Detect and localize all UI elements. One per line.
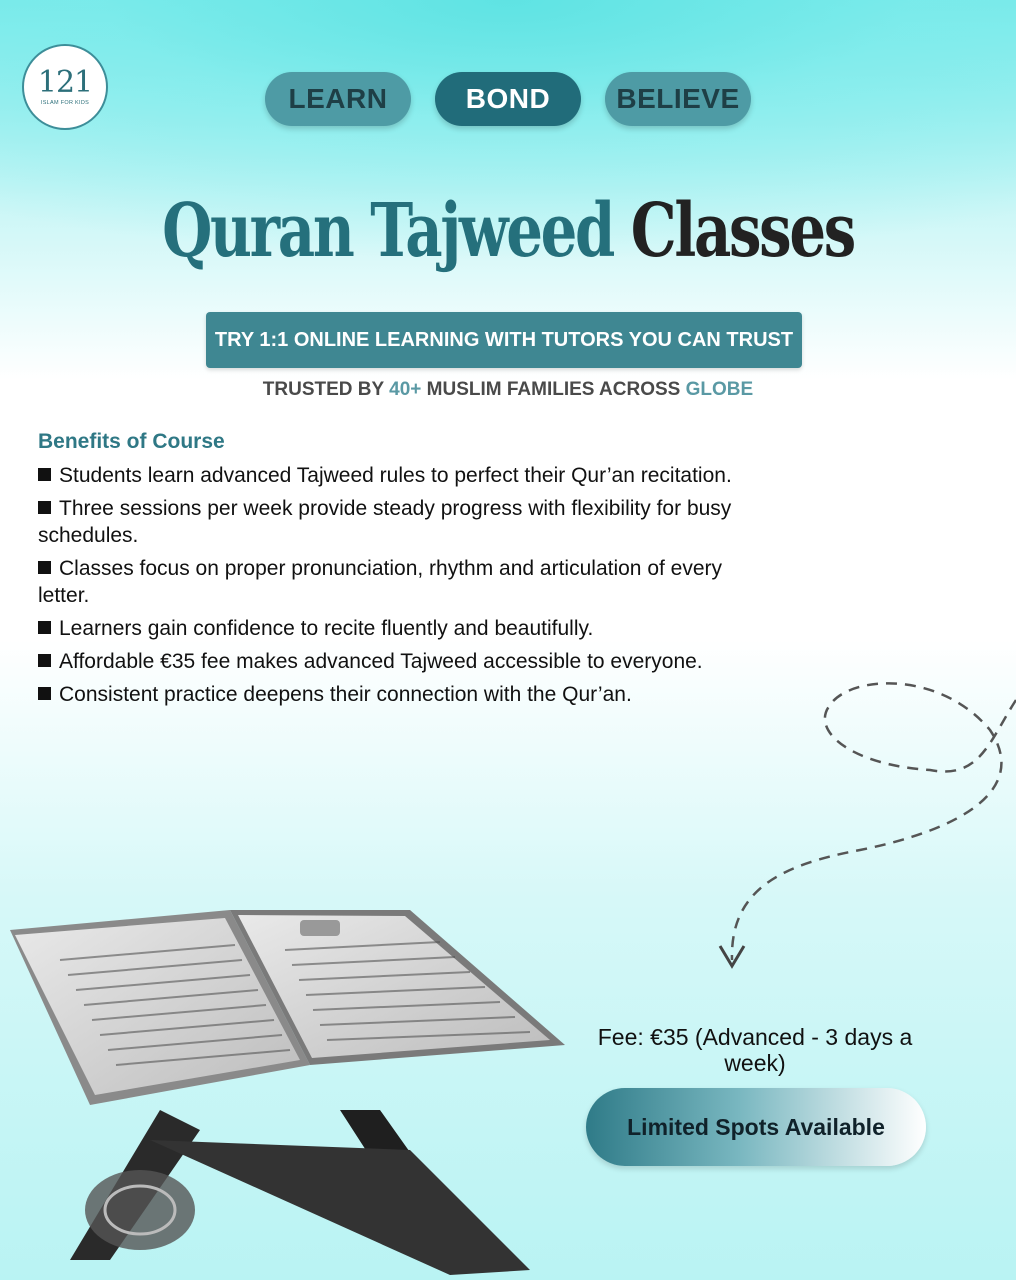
fee-line-2: week) xyxy=(724,1050,786,1076)
benefits-list xyxy=(38,462,748,714)
square-bullet-icon xyxy=(38,468,51,481)
page-title xyxy=(112,188,904,274)
trusted-count: 40+ xyxy=(389,379,422,400)
square-bullet-icon xyxy=(38,654,51,667)
square-bullet-icon xyxy=(38,561,51,574)
logo-number: 121 xyxy=(37,65,93,100)
benefit-text: Affordable €35 fee makes advanced Tajweed accessible to everyone. xyxy=(59,650,703,673)
fee-line-1: Fee: €35 (Advanced - 3 days a xyxy=(597,1024,913,1050)
open-quran-on-stand-icon xyxy=(10,890,570,1280)
tagline-pills xyxy=(0,72,1016,126)
benefit-text: Consistent practice deepens their connection with the Qur’an. xyxy=(59,683,632,706)
list-item xyxy=(38,648,748,675)
dashed-loop-arrow-icon xyxy=(700,670,1016,980)
trusted-globe: GLOBE xyxy=(685,379,754,400)
online-learning-banner: TRY 1:1 ONLINE LEARNING WITH TUTORS YOU CAN TRUST xyxy=(206,312,802,368)
limited-spots-button[interactable]: Limited Spots Available xyxy=(586,1088,926,1166)
benefit-text: Three sessions per week provide steady progress with flexibility for busy schedules. xyxy=(38,497,732,547)
trusted-prefix: TRUSTED BY xyxy=(262,379,390,400)
pill-learn: LEARN xyxy=(265,72,411,126)
list-item xyxy=(38,615,748,642)
benefit-text: Students learn advanced Tajweed rules to perfect their Qur’an recitation. xyxy=(59,464,732,487)
title-part-2: Classes xyxy=(630,188,854,274)
trusted-line xyxy=(0,379,1016,401)
list-item xyxy=(38,681,748,708)
pill-bond: BOND xyxy=(435,72,581,126)
logo-subtitle: ISLAM FOR KIDS xyxy=(40,100,90,106)
list-item xyxy=(38,495,748,549)
trusted-middle: MUSLIM FAMILIES ACROSS xyxy=(421,379,686,400)
title-part-1: Quran Tajweed xyxy=(162,188,614,274)
square-bullet-icon xyxy=(38,687,51,700)
list-item xyxy=(38,462,748,489)
pill-believe: BELIEVE xyxy=(605,72,751,126)
square-bullet-icon xyxy=(38,501,51,514)
list-item xyxy=(38,555,748,609)
benefit-text: Classes focus on proper pronunciation, rhythm and articulation of every letter. xyxy=(38,557,723,607)
benefit-text: Learners gain confidence to recite fluently and beautifully. xyxy=(59,617,594,640)
benefits-heading: Benefits of Course xyxy=(38,430,225,453)
square-bullet-icon xyxy=(38,621,51,634)
fee-info xyxy=(560,1024,950,1076)
